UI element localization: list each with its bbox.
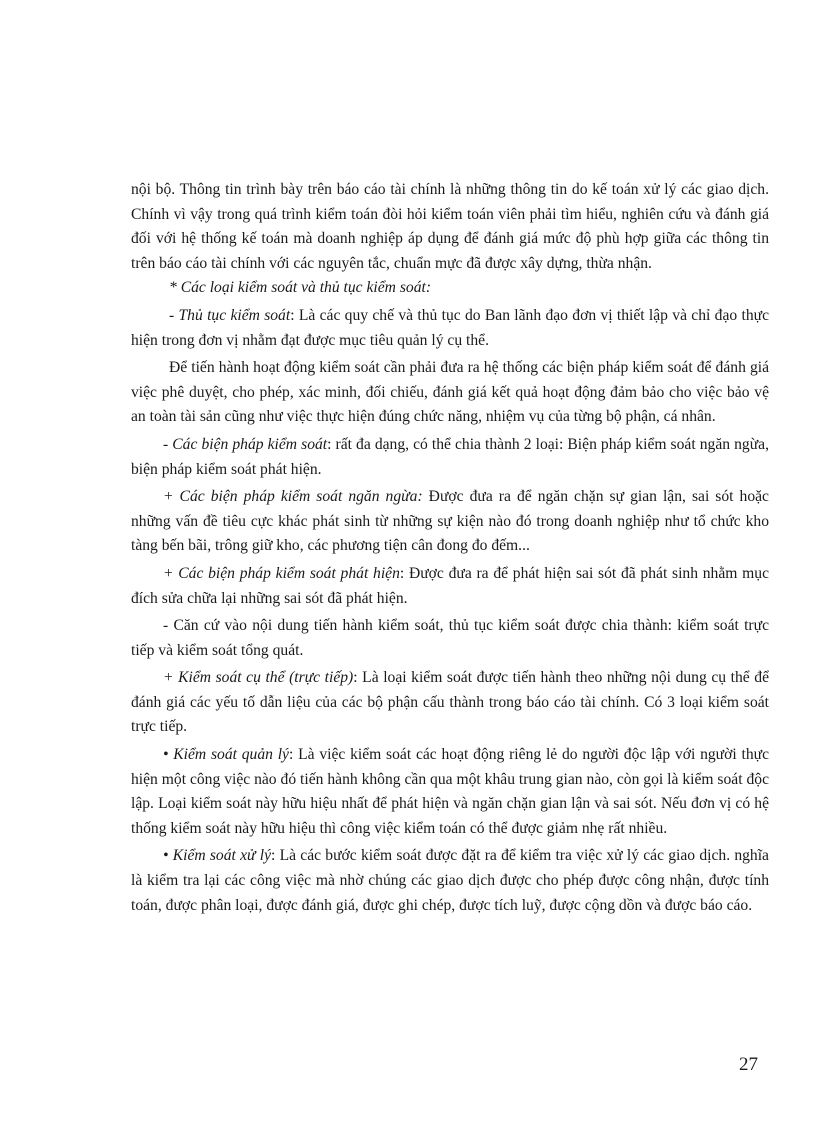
page-number: 27 xyxy=(739,1054,758,1075)
paragraph-specific-controls: + Kiểm soát cụ thể (trực tiếp): Là loại kiểm soát được tiến hành theo những nội dung cụ thể để đánh giá các yếu tố dẫn liệu của các bộ phận cấu thành trong báo cáo tài chính. Có 3 loại kiểm soát trực tiếp. xyxy=(131,669,769,736)
heading-control-types: * Các loại kiểm soát và thủ tục kiểm soát: xyxy=(169,279,432,297)
page-body xyxy=(131,178,769,921)
paragraph-detective-controls: + Các biện pháp kiểm soát phát hiện: Được đưa ra để phát hiện sai sót đã phát sinh nhằm mục đích sửa chữa lại những sai sót đã phát hiện. xyxy=(131,564,769,607)
paragraph-processing-control: • Kiểm soát xử lý: Là các bước kiểm soát được đặt ra để kiểm tra việc xử lý các giao dịch. nghĩa là kiểm tra lại các công việc mà nhờ chúng các giao dịch được cho phép được công nhận, được tính toán, được phân loại, được đánh giá, được ghi chép, được tích luỹ, được cộng dồn và được báo cáo. xyxy=(131,847,769,914)
paragraph-control-measures: - Các biện pháp kiểm soát: rất đa dạng, có thể chia thành 2 loại: Biện pháp kiểm soát ngăn ngừa, biện pháp kiểm soát phát hiện. xyxy=(131,435,769,478)
paragraph-management-control: • Kiểm soát quản lý: Là việc kiểm soát các hoạt động riêng lẻ do người độc lập với người thực hiện một công việc nào đó tiến hành không cần qua một khâu trung gian nào, còn gọi là kiểm soát độc lập. Loại kiểm soát này hữu hiệu nhất để phát hiện và ngăn chặn gian lận và sai sót. Nếu đơn vị có hệ thống kiểm soát này hữu hiệu thì công việc kiểm toán có thể được giảm nhẹ rất nhiều. xyxy=(131,746,769,837)
paragraph-intro: nội bộ. Thông tin trình bày trên báo cáo tài chính là những thông tin do kế toán xử lý các giao dịch. Chính vì vậy trong quá trình kiểm toán đòi hỏi kiểm toán viên phải tìm hiểu, nghiên cứu và đánh giá đối với hệ thống kế toán mà doanh nghiệp áp dụng để đánh giá mức độ phù hợp giữa các thông tin trên báo cáo tài chính với các nguyên tắc, chuẩn mực đã được xây dựng, thừa nhận. xyxy=(131,181,769,272)
paragraph-preventive-controls: + Các biện pháp kiểm soát ngăn ngừa: Được đưa ra để ngăn chặn sự gian lận, sai sót hoặc những vấn đề tiêu cực khác phát sinh từ những sự kiện nào đó trong doanh nghiệp như tổ chức kho tàng bến bãi, trông giữ kho, các phương tiện cân đong đo đếm... xyxy=(131,488,769,555)
paragraph-control-procedures: - Thủ tục kiểm soát: Là các quy chế và thủ tục do Ban lãnh đạo đơn vị thiết lập và chỉ đạo thực hiện trong đơn vị nhằm đạt được mục tiêu quản lý cụ thể. xyxy=(131,306,769,349)
paragraph-control-activities: Để tiến hành hoạt động kiểm soát cần phải đưa ra hệ thống các biện pháp kiểm soát để đánh giá việc phê duyệt, cho phép, xác minh, đối chiếu, đánh giá kết quả hoạt động đảm bảo cho việc bảo vệ an toàn tài sản cũng như việc thực hiện đúng chức năng, nhiệm vụ của từng bộ phận, cá nhân. xyxy=(131,359,769,426)
paragraph-control-classification: - Căn cứ vào nội dung tiến hành kiểm soát, thủ tục kiểm soát được chia thành: kiểm soát trực tiếp và kiểm soát tổng quát. xyxy=(131,617,769,659)
